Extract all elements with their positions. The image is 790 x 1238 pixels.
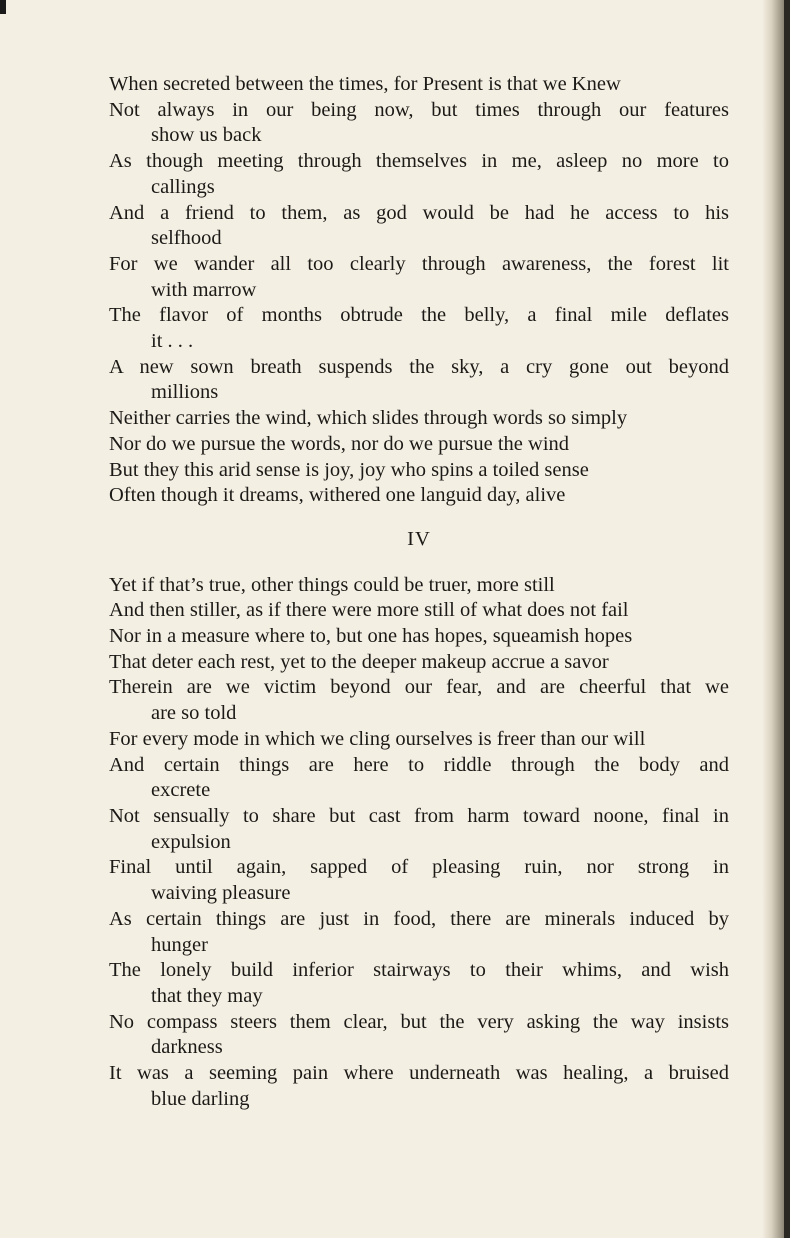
- poem-line: [109, 303, 729, 354]
- poem-line: [109, 483, 729, 509]
- poem-line-text: Neither carries the wind, which slides through words so simply: [109, 407, 628, 430]
- poem-line-continuation: millions: [151, 381, 219, 404]
- poem-line-text: Yet if that’s true, other things could be truer, more still: [109, 573, 555, 596]
- poem-line-text: A new sown breath suspends the sky, a cry gone out beyond: [109, 355, 729, 378]
- poem-line: [109, 1061, 729, 1112]
- poem-line: [109, 149, 729, 200]
- poem-line: [109, 252, 729, 303]
- poem-line: [109, 958, 729, 1009]
- poem-line-text: Final until again, sapped of pleasing ruin, nor strong in: [109, 856, 729, 879]
- poem-line-continuation: show us back: [151, 124, 262, 147]
- stanza-four: [109, 573, 729, 1113]
- poem-line: [109, 406, 729, 432]
- poem-line-text: As certain things are just in food, there are minerals induced by: [109, 907, 729, 930]
- poem-line-text: That deter each rest, yet to the deeper makeup accrue a savor: [109, 650, 609, 673]
- poem-line-text: For every mode in which we cling ourselves is freer than our will: [109, 727, 646, 750]
- poem-line-text: As though meeting through themselves in me, asleep no more to: [109, 150, 729, 173]
- poem-line-text: For we wander all too clearly through awareness, the forest lit: [109, 252, 729, 275]
- poem-line: [109, 432, 729, 458]
- poem-line: [109, 804, 729, 855]
- poem-line-text: Nor do we pursue the words, nor do we pursue the wind: [109, 432, 570, 455]
- page-corner-shadow: [0, 0, 6, 14]
- poem-line-text: And then stiller, as if there were more still of what does not fail: [109, 599, 629, 622]
- poem-line-continuation: are so told: [151, 702, 237, 725]
- poem-line-continuation: with marrow: [151, 278, 257, 301]
- poem-line-continuation: that they may: [151, 984, 263, 1007]
- poem-line: [109, 201, 729, 252]
- poem-line-continuation: callings: [151, 175, 215, 198]
- poem-line: [109, 907, 729, 958]
- poem-line-text: When secreted between the times, for Present is that we Knew: [109, 73, 621, 95]
- poem-line-text: And certain things are here to riddle through the body and: [109, 753, 729, 776]
- poem-line-continuation: selfhood: [151, 227, 222, 250]
- poem-line: [109, 855, 729, 906]
- poem-body: [109, 72, 729, 1112]
- book-spine-edge: [784, 0, 790, 1238]
- poem-line-text: Nor in a measure where to, but one has hopes, squeamish hopes: [109, 625, 633, 648]
- poem-line-continuation: it . . .: [151, 330, 194, 353]
- poem-line-continuation: waiving pleasure: [151, 882, 291, 905]
- poem-line-text: And a friend to them, as god would be had he access to his: [109, 201, 729, 224]
- poem-line: [109, 355, 729, 406]
- poem-line-continuation: excrete: [151, 779, 211, 802]
- poem-line: [109, 753, 729, 804]
- poem-line-continuation: hunger: [151, 933, 208, 956]
- poem-line: [109, 1010, 729, 1061]
- poem-line-text: Not always in our being now, but times through our features: [109, 98, 729, 121]
- poem-line: [109, 650, 729, 676]
- poem-line-text: But they this arid sense is joy, joy who spins a toiled sense: [109, 458, 589, 481]
- stanza-three: [109, 72, 729, 509]
- poem-line-text: The flavor of months obtrude the belly, a final mile deflates: [109, 304, 729, 327]
- poem-line-text: It was a seeming pain where underneath was healing, a bruised: [109, 1062, 729, 1085]
- poem-line: [109, 458, 729, 484]
- poem-line: [109, 573, 729, 599]
- poem-line-text: No compass steers them clear, but the very asking the way insists: [109, 1010, 729, 1033]
- poem-line: [109, 624, 729, 650]
- poem-line-continuation: expulsion: [151, 830, 231, 853]
- poem-line: [109, 727, 729, 753]
- poem-line-text: Therein are we victim beyond our fear, and are cheerful that we: [109, 676, 729, 699]
- poem-line-continuation: darkness: [151, 1036, 223, 1059]
- poem-line: [109, 675, 729, 726]
- poem-line: [109, 72, 729, 98]
- poem-line-text: The lonely build inferior stairways to their whims, and wish: [109, 959, 729, 982]
- poem-line: [109, 98, 729, 149]
- poem-line-text: Not sensually to share but cast from harm toward noone, final in: [109, 804, 729, 827]
- poem-line-continuation: blue darling: [151, 1087, 250, 1110]
- section-heading: IV: [407, 527, 431, 550]
- poem-line: [109, 598, 729, 624]
- poem-line-text: Often though it dreams, withered one languid day, alive: [109, 484, 566, 507]
